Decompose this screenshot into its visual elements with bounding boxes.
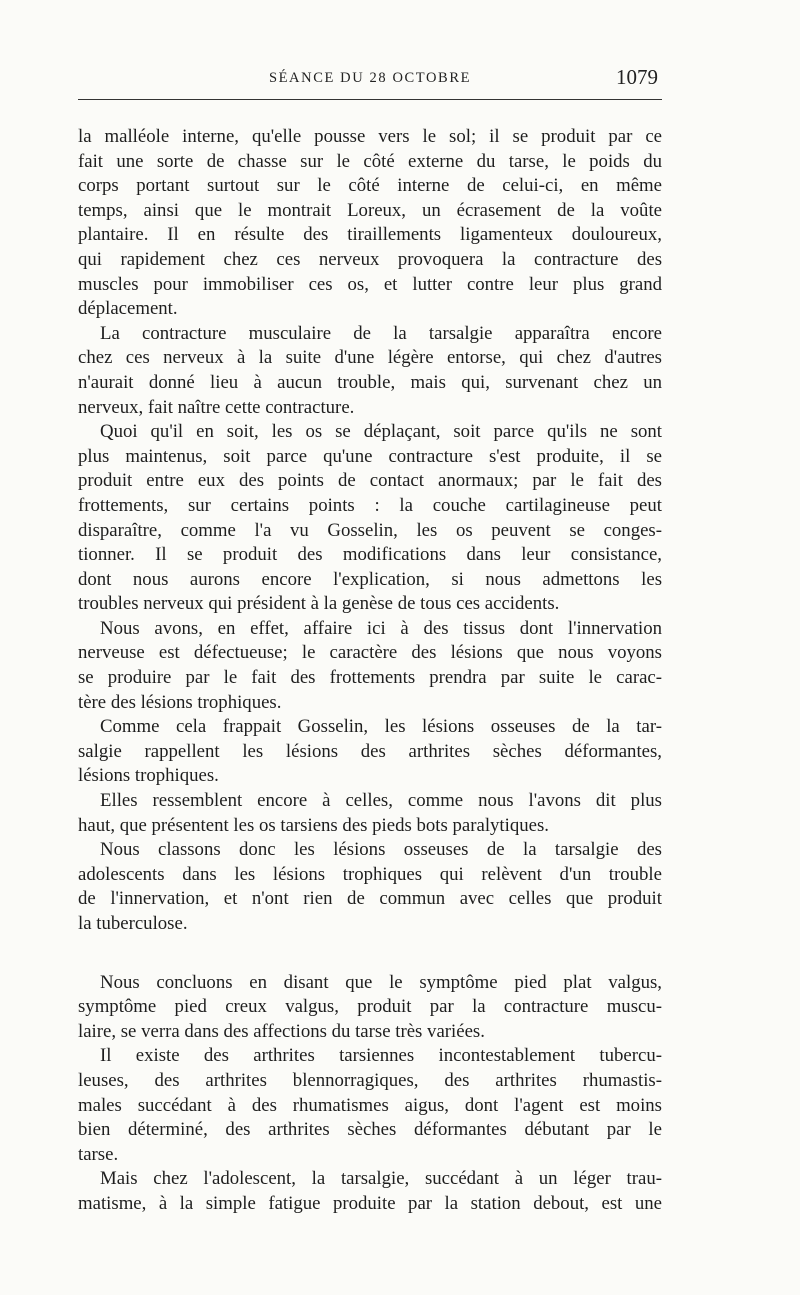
text-line: corps portant surtout sur le côté interne de celui-ci, en même [78, 175, 662, 197]
text-line: disparaître, comme l'a vu Gosselin, les os peuvent se conges- [78, 519, 662, 541]
page-header [78, 64, 662, 100]
text-line: adolescents dans les lésions trophiques qui relèvent d'un trouble [78, 863, 662, 885]
text-line: lésions trophiques. [78, 765, 219, 787]
text-line: la tuberculose. [78, 913, 188, 934]
text-line: matisme, à la simple fatigue produite par la station debout, est une [78, 1192, 662, 1214]
text-line: nerveux, fait naître cette contracture. [78, 396, 355, 418]
text-line: La contracture musculaire de la tarsalgie apparaîtra encore [100, 322, 662, 344]
text-line: salgie rappellent les lésions des arthrites sèches déformantes, [78, 740, 662, 762]
body-text [78, 125, 662, 1217]
text-line: Mais chez l'adolescent, la tarsalgie, succédant à un léger trau- [100, 1168, 662, 1190]
text-line: plus maintenus, soit parce qu'une contracture s'est produite, il se [78, 445, 662, 467]
text-line: Quoi qu'il en soit, les os se déplaçant, soit parce qu'ils ne sont [100, 421, 662, 443]
header-rule [78, 99, 662, 100]
text-line: tère des lésions trophiques. [78, 691, 282, 713]
text-line: Nous concluons en disant que le symptôme pied plat valgus, [100, 971, 662, 993]
text-line: tionner. Il se produit des modifications dans leur consistance, [78, 544, 662, 566]
text-line: n'aurait donné lieu à aucun trouble, mais qui, survenant chez un [78, 371, 662, 393]
text-line: Elles ressemblent encore à celles, comme nous l'avons dit plus [100, 790, 662, 812]
text-line: chez ces nerveux à la suite d'une légère entorse, qui chez d'autres [78, 347, 662, 369]
text-line: symptôme pied creux valgus, produit par la contracture muscu- [78, 996, 662, 1018]
text-line: Nous classons donc les lésions osseuses de la tarsalgie des [100, 839, 662, 861]
text-line: haut, que présentent les os tarsiens des pieds bots paralytiques. [78, 814, 549, 836]
text-line: se produire par le fait des frottements prendra par suite le carac- [78, 667, 662, 689]
text-line: muscles pour immobiliser ces os, et lutter contre leur plus grand [78, 273, 662, 295]
text-line: déplacement. [78, 298, 178, 320]
text-line: de l'innervation, et n'ont rien de commun avec celles que produit [78, 888, 662, 910]
text-line: frottements, sur certains points : la couche cartilagineuse peut [78, 494, 662, 516]
text-line: troubles nerveux qui président à la genèse de tous ces accidents. [78, 593, 560, 615]
section-gap [78, 937, 662, 971]
section-1 [78, 125, 662, 937]
text-line: Nous avons, en effet, affaire ici à des tissus dont l'innervation [100, 617, 662, 639]
text-line: produit entre eux des points de contact anormaux; par le fait des [78, 470, 662, 492]
text-line: leuses, des arthrites blennorragiques, des arthrites rhumastis- [78, 1069, 662, 1091]
text-line: qui rapidement chez ces nerveux provoquera la contracture des [78, 248, 662, 270]
text-line: Il existe des arthrites tarsiennes incontestablement tubercu- [100, 1045, 662, 1067]
text-line: nerveuse est défectueuse; le caractère des lésions que nous voyons [78, 642, 662, 664]
text-line: tarse. [78, 1143, 119, 1165]
text-line: la malléole interne, qu'elle pousse vers le sol; il se produit par ce [78, 126, 662, 147]
text-line: fait une sorte de chasse sur le côté externe du tarse, le poids du [78, 150, 662, 172]
text-line: Comme cela frappait Gosselin, les lésions osseuses de la tar- [100, 716, 662, 738]
text-line: males succédant à des rhumatismes aigus, dont l'agent est moins [78, 1094, 662, 1116]
text-line: temps, ainsi que le montrait Loreux, un écrasement de la voûte [78, 199, 662, 221]
section-2 [78, 971, 662, 1217]
text-line: dont nous aurons encore l'explication, si nous admettons les [78, 568, 662, 590]
page-number: 1079 [616, 65, 658, 89]
running-title: SÉANCE DU 28 OCTOBRE [268, 70, 472, 86]
text-line: bien déterminé, des arthrites sèches déformantes débutant par le [78, 1119, 662, 1141]
text-line: plantaire. Il en résulte des tiraillements ligamenteux douloureux, [78, 224, 662, 246]
text-line: laire, se verra dans des affections du tarse très variées. [78, 1020, 485, 1042]
